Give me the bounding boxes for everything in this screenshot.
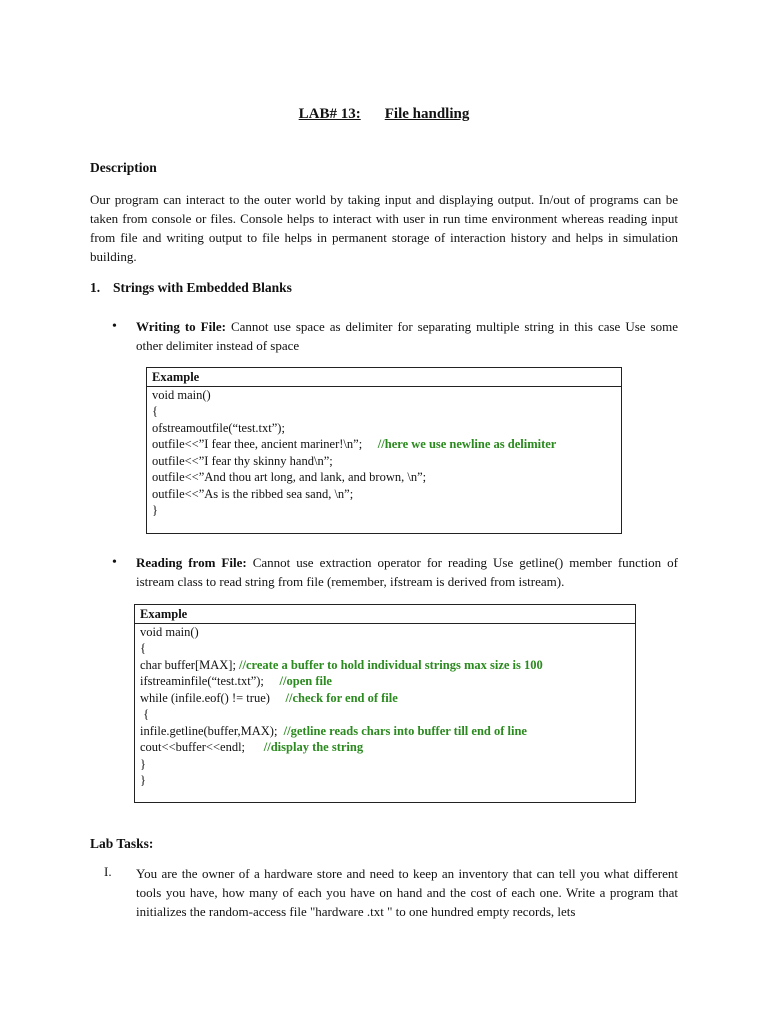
code-text: outfile<<”As is the ribbed sea sand, \n”;	[152, 486, 354, 501]
reading-text: Cannot use extraction operator for reading Use getline() member function of istream class to read string from file (remember, ifstream is derived from istream).	[136, 555, 678, 589]
code-text: infile.getline(buffer,MAX);	[140, 723, 284, 738]
code-text: ifstreaminfile(“test.txt”);	[140, 674, 280, 688]
code-text: }	[140, 756, 146, 771]
code-text: while (infile.eof() != true)	[140, 690, 286, 705]
description-text: Our program can interact to the outer world by taking input and displaying output. In/out of programs can be taken from console or files. Console helps to interact with user in run time environment whereas reading input from file and writing output to file helps in permanent storage of interaction history and helps in simulation building.	[90, 192, 678, 264]
code-text: {	[140, 707, 150, 721]
writing-example-box	[146, 367, 622, 534]
code-text: outfile<<”And thou art long, and lank, and brown, \n”;	[152, 470, 427, 484]
writing-text: Cannot use space as delimiter for separating multiple string in this case Use some other delimiter instead of space	[136, 319, 678, 353]
code-text: ofstreamoutfile(“test.txt”);	[152, 420, 285, 435]
code-line	[140, 756, 630, 773]
code-line	[152, 502, 616, 519]
writing-bullet	[112, 317, 678, 355]
code-text: }	[152, 503, 158, 517]
example-title: Example	[135, 606, 635, 624]
code-text: outfile<<”I fear thy skinny hand\n”;	[152, 453, 333, 468]
code-text: void main()	[140, 624, 199, 639]
code-text: cout<<buffer<<endl;	[140, 740, 264, 754]
code-comment: //check for end of file	[285, 690, 398, 705]
code-line	[152, 387, 616, 404]
code-text: }	[140, 773, 146, 787]
lab-number: LAB# 13:	[298, 106, 361, 122]
code-text: char buffer[MAX];	[140, 657, 240, 672]
code-comment: //display the string	[263, 740, 364, 754]
code-line	[152, 420, 616, 437]
page-title	[0, 106, 768, 123]
code-comment: //open file	[279, 674, 332, 688]
section-1-title: Strings with Embedded Blanks	[113, 280, 292, 295]
code-line	[152, 453, 616, 470]
code-line	[140, 640, 630, 657]
task-numeral: I.	[104, 864, 112, 879]
code-text: {	[140, 641, 146, 655]
section-1-heading	[90, 280, 292, 296]
bullet-icon: •	[112, 319, 117, 334]
code-text: outfile<<”I fear thee, ancient mariner!\n”;	[152, 437, 378, 451]
lab-tasks-heading: Lab Tasks:	[90, 836, 154, 851]
reading-label: Reading from File:	[136, 555, 247, 570]
bullet-icon: •	[112, 555, 117, 570]
code-line	[152, 403, 616, 420]
code-comment: //here we use newline as delimiter	[377, 437, 557, 451]
code-line	[140, 739, 630, 756]
code-comment: //getline reads chars into buffer till end of line	[283, 723, 527, 738]
code-line	[152, 469, 616, 486]
description-heading: Description	[90, 160, 157, 175]
code-line	[140, 657, 630, 674]
code-line	[140, 624, 630, 641]
reading-bullet-text	[136, 553, 678, 591]
example-title: Example	[147, 369, 621, 387]
section-1-number: 1.	[90, 280, 101, 295]
reading-bullet	[112, 553, 678, 591]
code-text: {	[152, 404, 158, 418]
code-line	[140, 772, 630, 789]
code-text: void main()	[152, 387, 211, 402]
code-line	[140, 706, 630, 723]
code-line	[140, 690, 630, 707]
writing-label: Writing to File:	[136, 319, 226, 334]
task-text: You are the owner of a hardware store and need to keep an inventory that can tell you what different tools you have, how many of each you have on hand and the cost of each one. Write a program that initializes the random-access file "hardware .txt " to one hundred empty records, lets	[136, 866, 678, 919]
code-line	[140, 673, 630, 690]
reading-example-box	[134, 604, 636, 803]
code-comment: //create a buffer to hold individual strings max size is 100	[239, 657, 543, 672]
code-line	[152, 436, 616, 453]
lab-topic: File handling	[384, 106, 470, 122]
code-line	[140, 723, 630, 740]
code-line	[152, 486, 616, 503]
writing-bullet-text	[136, 317, 678, 355]
